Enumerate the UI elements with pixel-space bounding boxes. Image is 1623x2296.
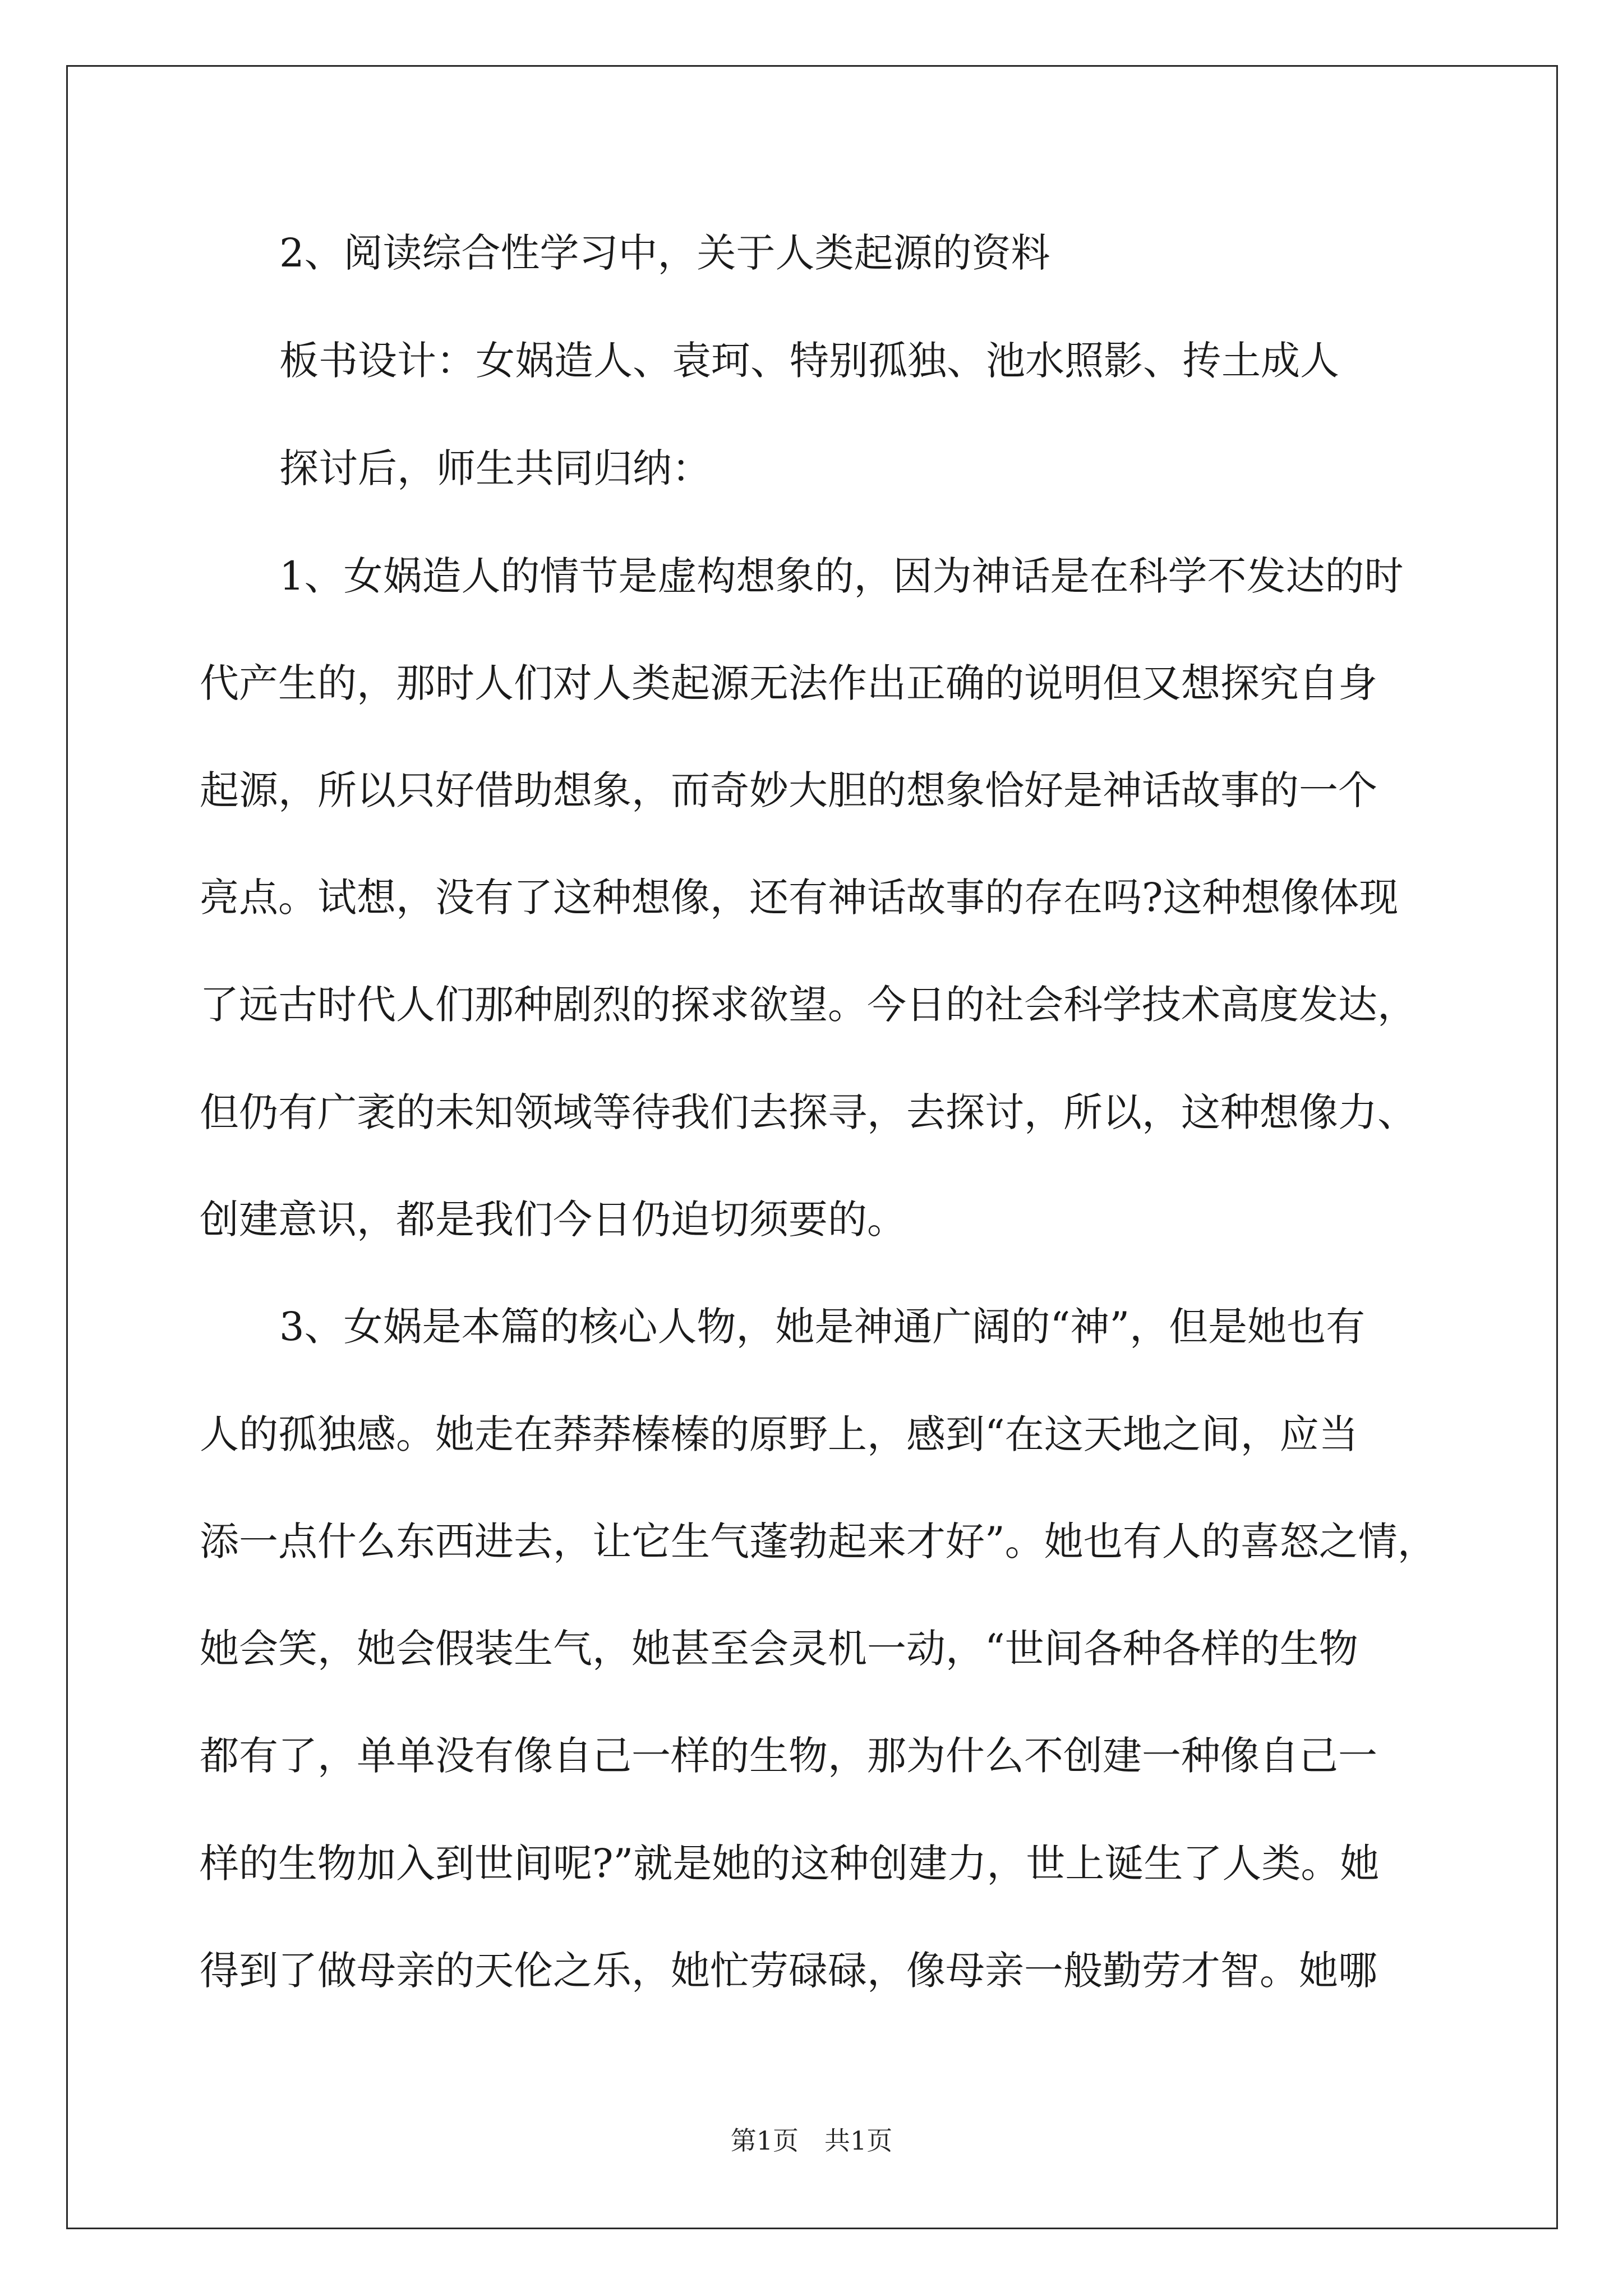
text-line: 样的生物加入到世间呢?”就是她的这种创建力，世上诞生了人类。她: [200, 1841, 1380, 1887]
text-line: 2、阅读综合性学习中，关于人类起源的资料: [279, 230, 1050, 276]
text-line: 3、女娲是本篇的核心人物，她是神通广阔的“神”，但是她也有: [279, 1304, 1366, 1350]
text-line: 得到了做母亲的天伦之乐，她忙劳碌碌，像母亲一般勤劳才智。她哪: [200, 1948, 1377, 1994]
text-line: 她会笑，她会假装生气，她甚至会灵机一动，“世间各种各样的生物: [200, 1626, 1358, 1672]
text-line: 探讨后，师生共同归纳：: [279, 445, 711, 491]
text-line: 了远古时代人们那种剧烈的探求欲望。今日的社会科学技术高度发达，: [200, 982, 1417, 1028]
page-footer: 第1页 共1页: [730, 2125, 893, 2156]
text-line: 起源，所以只好借助想象，而奇妙大胆的想象恰好是神话故事的一个: [200, 767, 1377, 813]
text-line: 都有了，单单没有像自己一样的生物，那为什么不创建一种像自己一: [200, 1733, 1377, 1779]
text-line: 亮点。试想，没有了这种想像，还有神话故事的存在吗?这种想像体现: [200, 875, 1399, 921]
text-line: 1、女娲造人的情节是虚构想象的，因为神话是在科学不发达的时: [279, 553, 1404, 599]
text-line: 创建意识，都是我们今日仍迫切须要的。: [200, 1197, 906, 1243]
text-line: 但仍有广袤的未知领域等待我们去探寻，去探讨，所以，这种想像力、: [200, 1089, 1417, 1135]
text-line: 人的孤独感。她走在莽莽榛榛的原野上，感到“在这天地之间，应当: [200, 1411, 1358, 1457]
text-line: 板书设计：女娲造人、袁珂、特别孤独、池水照影、抟土成人: [279, 338, 1339, 384]
page-border: [66, 65, 1558, 2229]
text-line: 代产生的，那时人们对人类起源无法作出正确的说明但又想探究自身: [200, 660, 1377, 706]
text-line: 添一点什么东西进去，让它生气蓬勃起来才好”。她也有人的喜怒之情，: [200, 1519, 1437, 1565]
